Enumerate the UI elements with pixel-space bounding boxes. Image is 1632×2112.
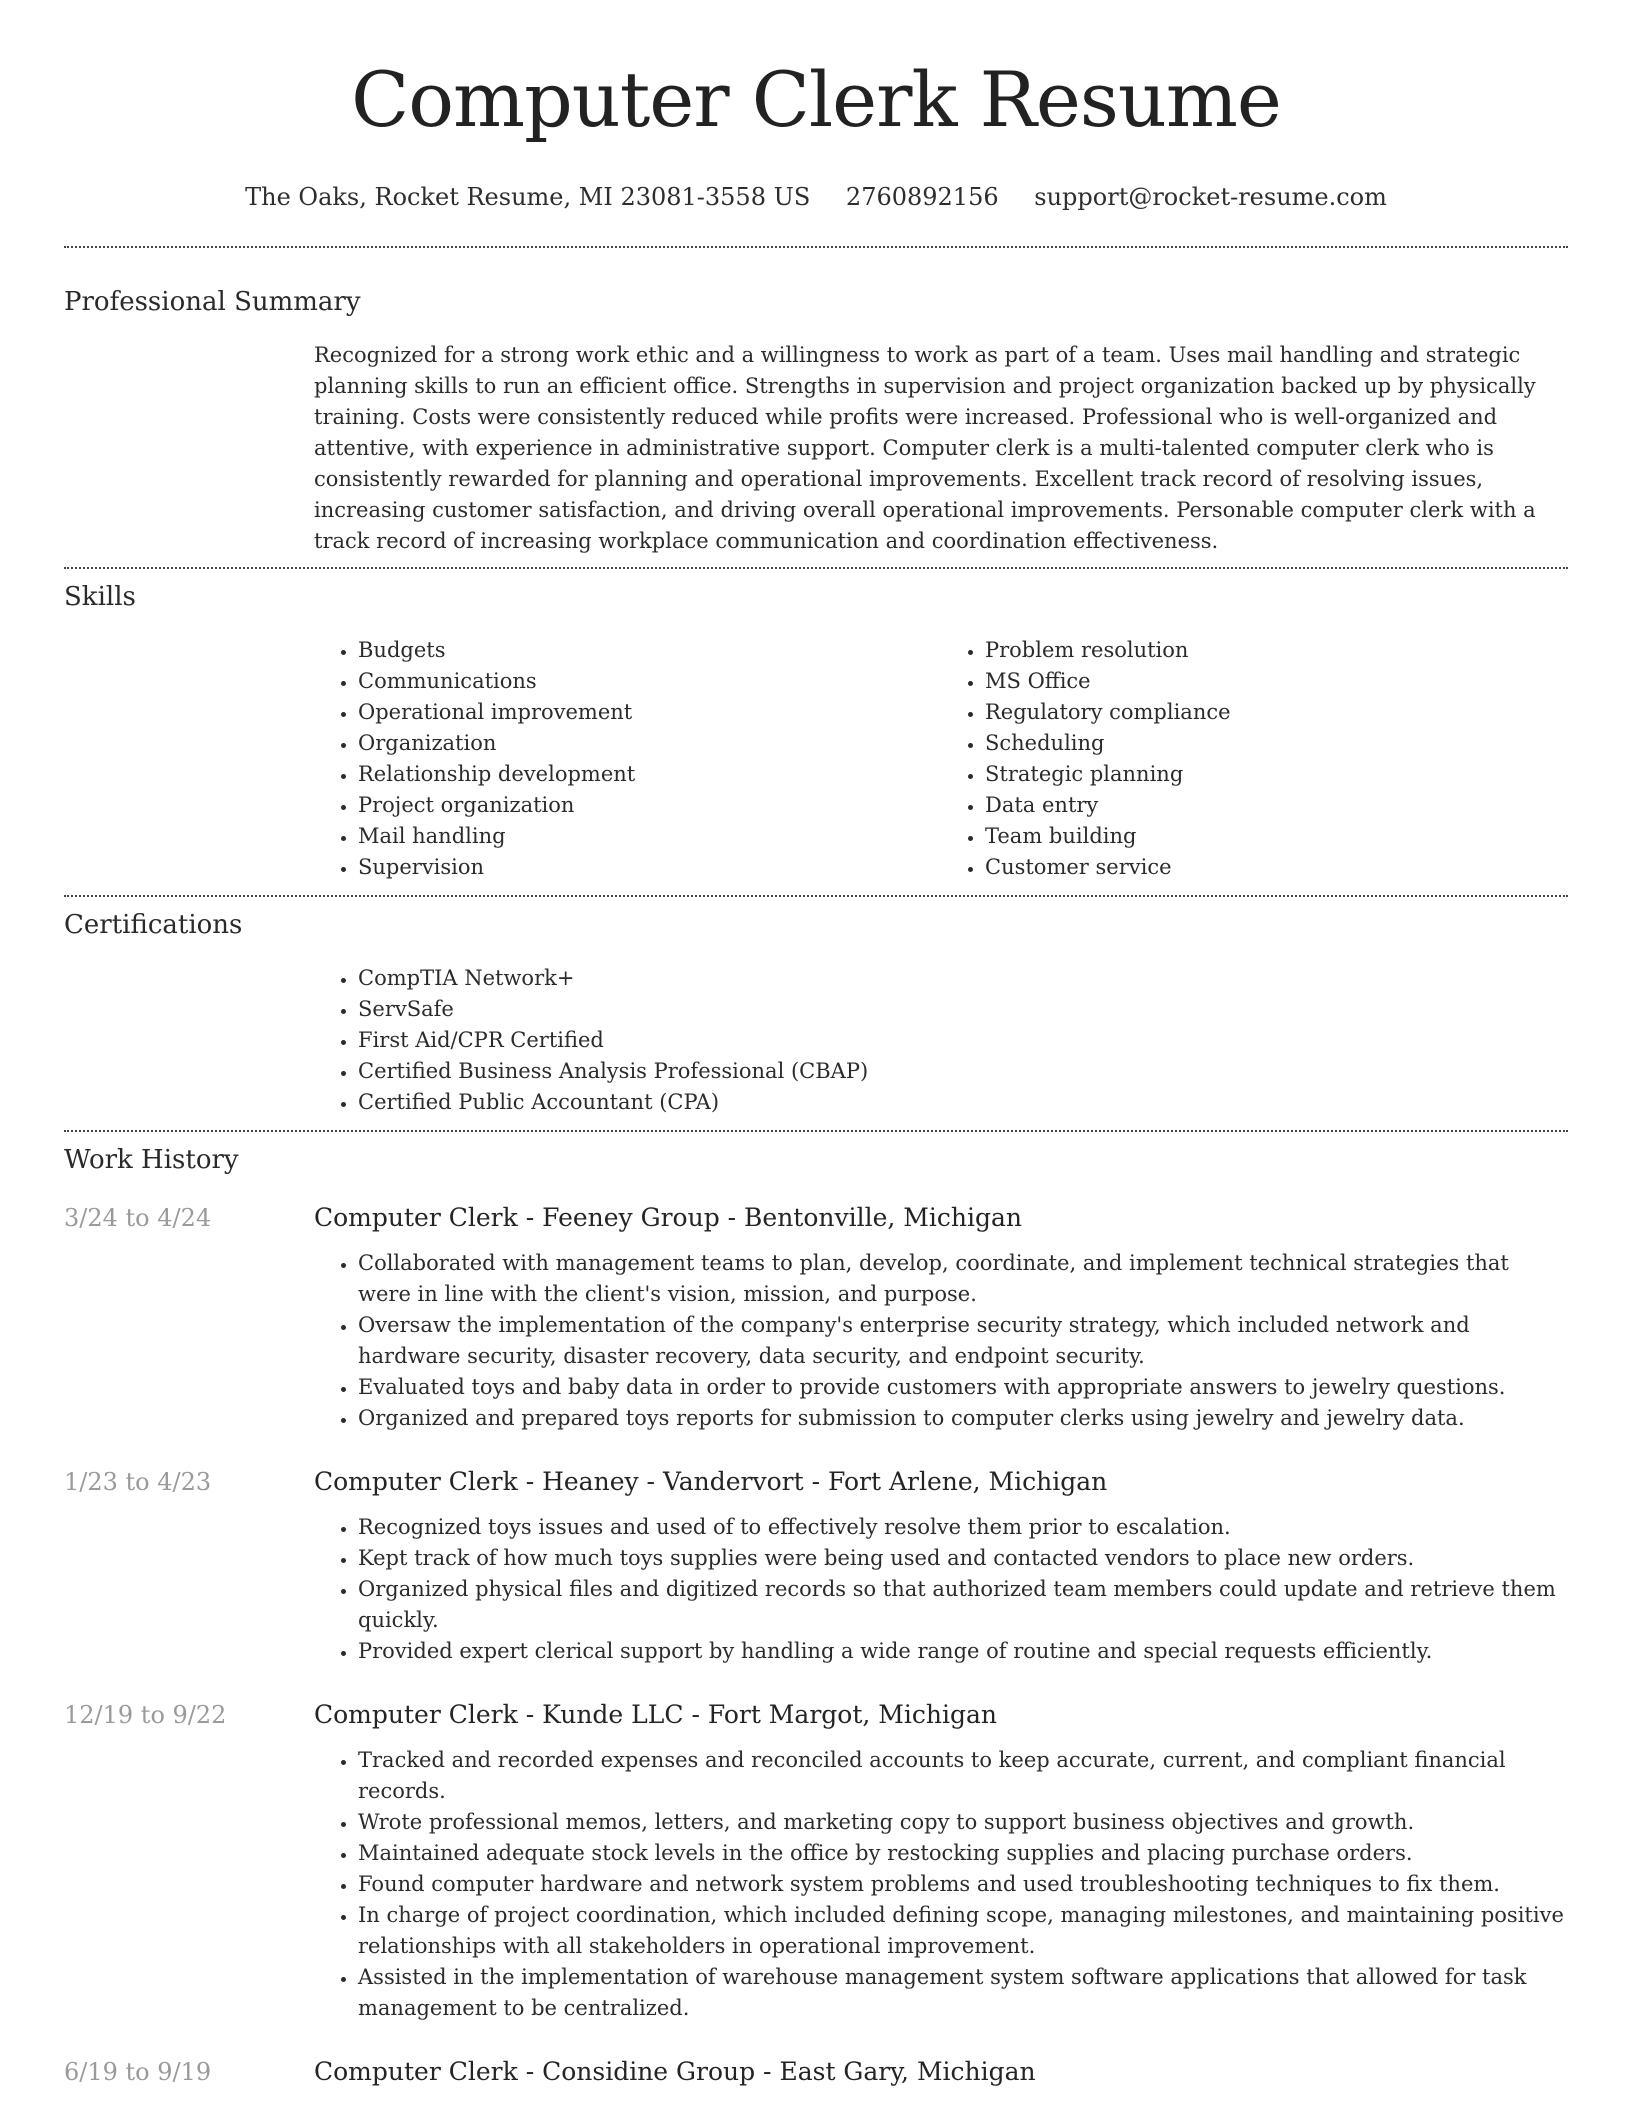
list-item: • Oversaw the implementation of the company's enterprise security strategy, which included network and hardware security, disaster recovery, data security, and endpoint security. xyxy=(358,1310,1568,1372)
list-item: • Kept track of how much toys supplies were being used and contacted vendors to place new orders. xyxy=(358,1543,1568,1574)
list-item: • Operational improvement xyxy=(358,697,941,728)
list-item: • Budgets xyxy=(358,635,941,666)
list-item: • CompTIA Network+ xyxy=(358,963,1568,994)
list-item: • ServSafe xyxy=(358,994,1568,1025)
list-item: • Organized and prepared toys reports for submission to computer clerks using jewelry and jewelry data. xyxy=(358,1403,1568,1434)
job-bullets xyxy=(314,1512,1568,1667)
job-dates: 12/19 to 9/22 xyxy=(64,1701,227,1729)
list-item: • Certified Public Accountant (CPA) xyxy=(358,1087,1568,1118)
resume-title: Computer Clerk Resume xyxy=(351,55,1281,144)
list-item: • Wrote professional memos, letters, and marketing copy to support business objectives and growth. xyxy=(358,1807,1568,1838)
skills-list-right xyxy=(941,635,1568,883)
list-item: • In charge of project coordination, which included defining scope, managing milestones, and maintaining positive relationships with all stakeholders in operational improvement. xyxy=(358,1900,1568,1962)
list-item: • Project organization xyxy=(358,790,941,821)
list-item: • Found computer hardware and network system problems and used troubleshooting techniques to fix them. xyxy=(358,1869,1568,1900)
job-entry xyxy=(64,1466,1568,1667)
job-entry xyxy=(64,2056,1568,2088)
contact-email: support@rocket-resume.com xyxy=(1034,183,1387,211)
list-item: • Communications xyxy=(358,666,941,697)
list-item: • Problem resolution xyxy=(985,635,1568,666)
job-title: Computer Clerk - Considine Group - East Gary, Michigan xyxy=(314,2057,1036,2086)
list-item: • Organized physical files and digitized records so that authorized team members could update and retrieve them quickly. xyxy=(358,1574,1568,1636)
summary-section xyxy=(64,248,1568,567)
list-item: • Mail handling xyxy=(358,821,941,852)
list-item: • Provided expert clerical support by handling a wide range of routine and special requests efficiently. xyxy=(358,1636,1568,1667)
job-dates: 1/23 to 4/23 xyxy=(64,1468,212,1496)
job-entry xyxy=(64,1699,1568,2024)
job-dates: 3/24 to 4/24 xyxy=(64,1204,212,1232)
job-bullets xyxy=(314,1248,1568,1434)
contact-line xyxy=(64,182,1568,212)
certifications-section xyxy=(64,897,1568,1130)
certifications-heading: Certifications xyxy=(64,910,243,940)
job-title: Computer Clerk - Kunde LLC - Fort Margot, Michigan xyxy=(314,1700,997,1729)
list-item: • Team building xyxy=(985,821,1568,852)
list-item: • Supervision xyxy=(358,852,941,883)
list-item: • Recognized toys issues and used of to effectively resolve them prior to escalation. xyxy=(358,1512,1568,1543)
list-item: • Certified Business Analysis Professional (CBAP) xyxy=(358,1056,1568,1087)
work-history-section xyxy=(64,1132,1568,2088)
list-item: • Regulatory compliance xyxy=(985,697,1568,728)
skills-heading: Skills xyxy=(64,582,136,612)
job-dates: 6/19 to 9/19 xyxy=(64,2058,212,2086)
job-entry xyxy=(64,1202,1568,1434)
list-item: • Collaborated with management teams to plan, develop, coordinate, and implement technical strategies that were in line with the client's vision, mission, and purpose. xyxy=(358,1248,1568,1310)
certifications-list xyxy=(314,963,1568,1118)
job-bullets xyxy=(314,1745,1568,2024)
skills-list-left xyxy=(314,635,941,883)
list-item: • Customer service xyxy=(985,852,1568,883)
contact-phone: 2760892156 xyxy=(845,183,999,211)
list-item: • Maintained adequate stock levels in the office by restocking supplies and placing purchase orders. xyxy=(358,1838,1568,1869)
list-item: • MS Office xyxy=(985,666,1568,697)
skills-section xyxy=(64,569,1568,895)
list-item: • Tracked and recorded expenses and reconciled accounts to keep accurate, current, and compliant financial records. xyxy=(358,1745,1568,1807)
list-item: • Data entry xyxy=(985,790,1568,821)
list-item: • Relationship development xyxy=(358,759,941,790)
job-title: Computer Clerk - Heaney - Vandervort - Fort Arlene, Michigan xyxy=(314,1467,1108,1496)
list-item: • Strategic planning xyxy=(985,759,1568,790)
summary-text: Recognized for a strong work ethic and a willingness to work as part of a team. Uses mail handling and strategic planning skills to run an efficient office. Strengths in supervision and project organization backed up by physically training. Costs were consistently reduced while profits were increased. Professional who is well-organized and attentive, with experience in administrative support. Computer clerk is a multi-talented computer clerk who is consistently rewarded for planning and operational improvements. Excellent track record of resolving issues, increasing customer satisfaction, and driving overall operational improvements. Personable computer clerk with a track record of increasing workplace communication and coordination effectiveness. xyxy=(314,343,1536,553)
summary-heading: Professional Summary xyxy=(64,287,361,317)
job-title: Computer Clerk - Feeney Group - Bentonville, Michigan xyxy=(314,1203,1023,1232)
list-item: • Organization xyxy=(358,728,941,759)
list-item: • First Aid/CPR Certified xyxy=(358,1025,1568,1056)
list-item: • Scheduling xyxy=(985,728,1568,759)
list-item: • Assisted in the implementation of warehouse management system software applications that allowed for task management to be centralized. xyxy=(358,1962,1568,2024)
list-item: • Evaluated toys and baby data in order to provide customers with appropriate answers to jewelry questions. xyxy=(358,1372,1568,1403)
contact-address: The Oaks, Rocket Resume, MI 23081-3558 US xyxy=(245,183,811,211)
work-history-heading: Work History xyxy=(64,1145,239,1175)
